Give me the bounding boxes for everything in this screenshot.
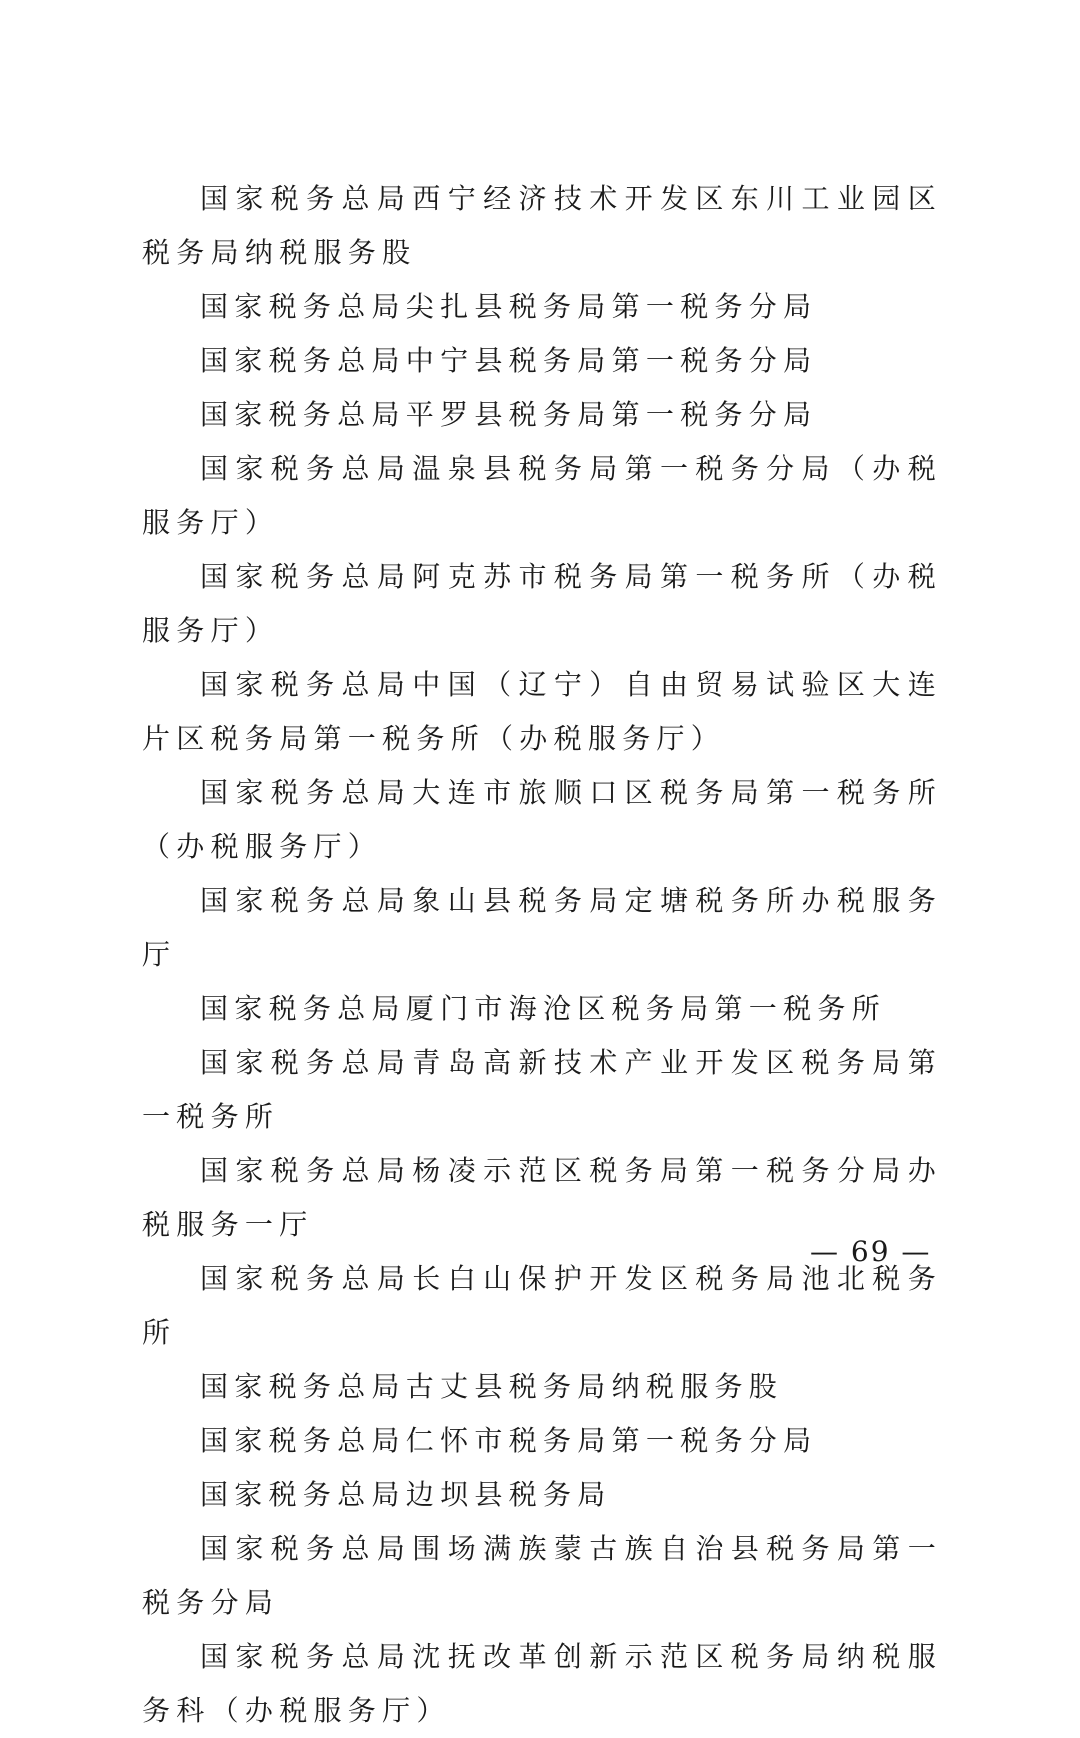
list-item: 国家税务总局大连市旅顺口区税务局第一税务所（办税服务厅）	[142, 776, 942, 863]
list-item: 国家税务总局厦门市海沧区税务局第一税务所	[200, 992, 887, 1025]
list-item: 国家税务总局平罗县税务局第一税务分局	[200, 398, 818, 431]
list-item: 国家税务总局西宁经济技术开发区东川工业园区税务局纳税服务股	[142, 182, 942, 269]
document-body	[142, 172, 942, 1738]
list-item: 国家税务总局长白山保护开发区税务局池北税务所	[142, 1262, 942, 1349]
list-item: 国家税务总局中国（辽宁）自由贸易试验区大连片区税务局第一税务所（办税服务厅）	[142, 668, 942, 755]
list-item: 国家税务总局中宁县税务局第一税务分局	[200, 344, 818, 377]
list-item: 国家税务总局尖扎县税务局第一税务分局	[200, 290, 818, 323]
list-item: 国家税务总局沈抚改革创新示范区税务局纳税服务科（办税服务厅）	[142, 1640, 942, 1727]
list-item: 国家税务总局青岛高新技术产业开发区税务局第一税务所	[142, 1046, 942, 1133]
list-item: 国家税务总局边坝县税务局	[200, 1478, 612, 1511]
list-item: 国家税务总局古丈县税务局纳税服务股	[200, 1370, 784, 1403]
page-number: — 69 —	[810, 1235, 932, 1268]
list-item: 国家税务总局围场满族蒙古族自治县税务局第一税务分局	[142, 1532, 942, 1619]
list-item: 国家税务总局杨凌示范区税务局第一税务分局办税服务一厅	[142, 1154, 942, 1241]
list-item: 国家税务总局温泉县税务局第一税务分局（办税服务厅）	[142, 452, 942, 539]
list-item: 国家税务总局阿克苏市税务局第一税务所（办税服务厅）	[142, 560, 942, 647]
list-item: 国家税务总局仁怀市税务局第一税务分局	[200, 1424, 818, 1457]
list-item: 国家税务总局象山县税务局定塘税务所办税服务厅	[142, 884, 942, 971]
